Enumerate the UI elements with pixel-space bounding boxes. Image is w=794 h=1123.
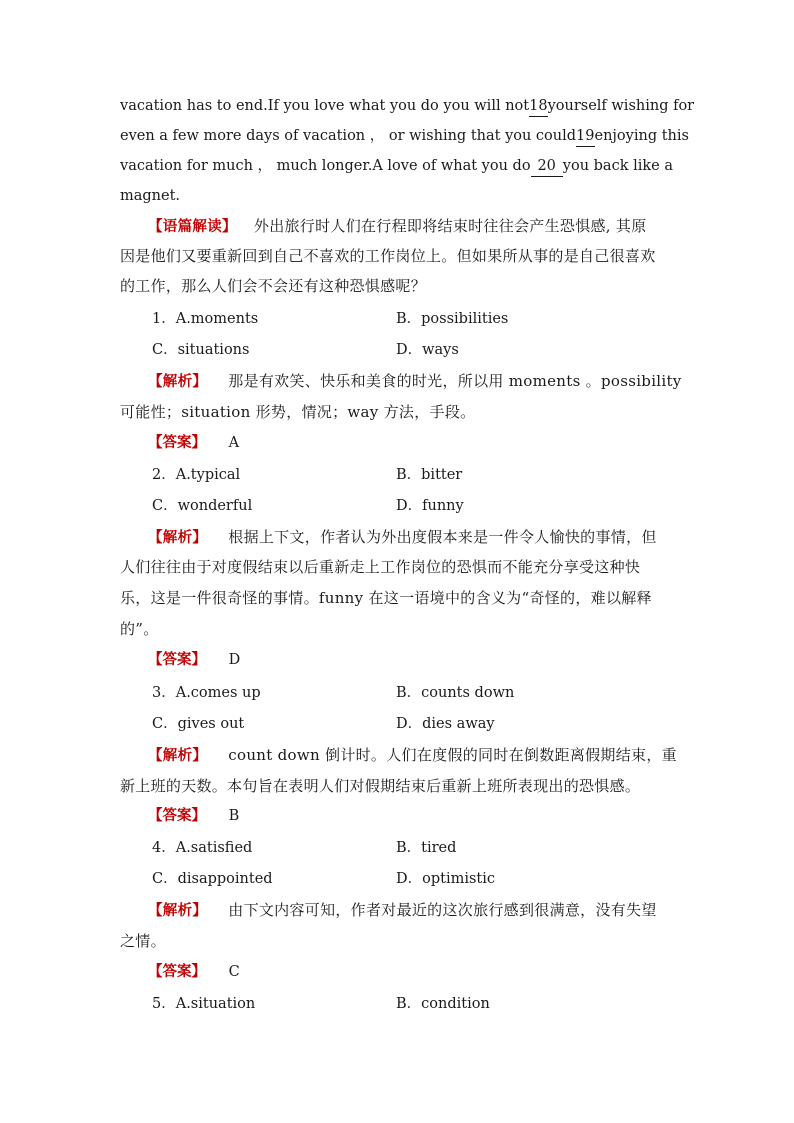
- passage-line-3: [120, 156, 673, 177]
- summary-tag: 【语篇解读】: [148, 219, 237, 235]
- answer-value: A: [228, 435, 240, 451]
- answer-tag: 【答案】: [148, 435, 206, 451]
- passage-line-4: magnet.: [120, 188, 181, 204]
- analysis-text: 根据上下文，作者认为外出度假本来是一件令人愉快的事情，但: [228, 528, 657, 546]
- q3-option-a: 3．A.comes up: [152, 685, 261, 701]
- q2-option-d: D．funny: [396, 498, 464, 514]
- passage-line-1: [120, 96, 695, 117]
- q1-analysis-line-2: 可能性；situation 形势，情况；way 方法，手段。: [120, 403, 476, 421]
- q2-option-b: B．bitter: [396, 467, 463, 483]
- q5-option-b: B．condition: [396, 996, 490, 1012]
- summary-line-3: 的工作，那么人们会不会还有这种恐惧感呢？: [120, 277, 427, 295]
- q2-option-a: 2．A.typical: [152, 467, 241, 483]
- analysis-tag: 【解析】: [148, 530, 208, 546]
- q4-analysis-line-1: [148, 900, 657, 921]
- q2-option-c: C．wonderful: [152, 498, 253, 514]
- q1-analysis-line-1: [148, 371, 682, 392]
- q4-option-b: B．tired: [396, 840, 457, 856]
- passage-text: vacation for much ， much longer.A love of what you do: [120, 158, 531, 174]
- q2-analysis-line-3: 乐，这是一件很奇怪的事情。funny 在这一语境中的含义为“奇怪的，难以解释: [120, 589, 652, 607]
- blank-19: 19: [576, 126, 594, 147]
- passage-line-2: [120, 126, 689, 147]
- passage-text: you back like a: [562, 158, 673, 174]
- q3-analysis-line-1: [148, 745, 677, 766]
- q1-option-c: C．situations: [152, 342, 250, 358]
- passage-text: yourself wishing for: [547, 98, 695, 114]
- answer-value: D: [228, 652, 241, 668]
- analysis-tag: 【解析】: [148, 903, 208, 919]
- blank-20: 20: [531, 156, 563, 177]
- answer-value: B: [228, 808, 240, 824]
- analysis-tag: 【解析】: [148, 748, 208, 764]
- analysis-text: 那是有欢笑、快乐和美食的时光，所以用 moments 。possibility: [228, 372, 682, 390]
- q2-analysis-line-1: [148, 527, 657, 548]
- q4-option-c: C．disappointed: [152, 871, 273, 887]
- passage-text: vacation has to end.If you love what you do you will not: [120, 98, 530, 114]
- passage-text: even a few more days of vacation ， or wishing that you could: [120, 128, 577, 144]
- analysis-text: 由下文内容可知，作者对最近的这次旅行感到很满意，没有失望: [228, 901, 657, 919]
- q3-option-c: C．gives out: [152, 716, 245, 732]
- summary-line-2: 因是他们又要重新回到自己不喜欢的工作岗位上。但如果所从事的是自己很喜欢: [120, 247, 656, 265]
- q1-answer: [148, 433, 239, 453]
- answer-value: C: [228, 964, 240, 980]
- q5-option-a: 5．A.situation: [152, 996, 256, 1012]
- q2-analysis-line-2: 人们往往由于对度假结束以后重新走上工作岗位的恐惧而不能充分享受这种快: [120, 558, 641, 576]
- q4-analysis-line-2: 之情。: [120, 932, 166, 950]
- q3-option-d: D．dies away: [396, 716, 495, 732]
- analysis-text: count down 倒计时。人们在度假的同时在倒数距离假期结束，重: [228, 746, 677, 764]
- q1-option-a: 1．A.moments: [152, 311, 259, 327]
- answer-tag: 【答案】: [148, 808, 206, 824]
- answer-tag: 【答案】: [148, 652, 206, 668]
- q3-analysis-line-2: 新上班的天数。本句旨在表明人们对假期结束后重新上班所表现出的恐惧感。: [120, 777, 641, 795]
- q3-option-b: B．counts down: [396, 685, 515, 701]
- q3-answer: [148, 806, 239, 826]
- summary-line-1: [148, 216, 647, 237]
- q4-option-d: D．optimistic: [396, 871, 496, 887]
- q1-option-b: B．possibilities: [396, 311, 509, 327]
- summary-text: 外出旅行时人们在行程即将结束时往往会产生恐惧感, 其原: [253, 217, 647, 235]
- q1-option-d: D．ways: [396, 342, 459, 358]
- analysis-tag: 【解析】: [148, 374, 208, 390]
- q2-analysis-line-4: 的”。: [120, 620, 159, 638]
- q4-answer: [148, 962, 240, 982]
- answer-tag: 【答案】: [148, 964, 206, 980]
- q4-option-a: 4．A.satisfied: [152, 840, 253, 856]
- blank-18: 18: [529, 96, 547, 117]
- q2-answer: [148, 650, 240, 670]
- passage-text: enjoying this: [594, 128, 689, 144]
